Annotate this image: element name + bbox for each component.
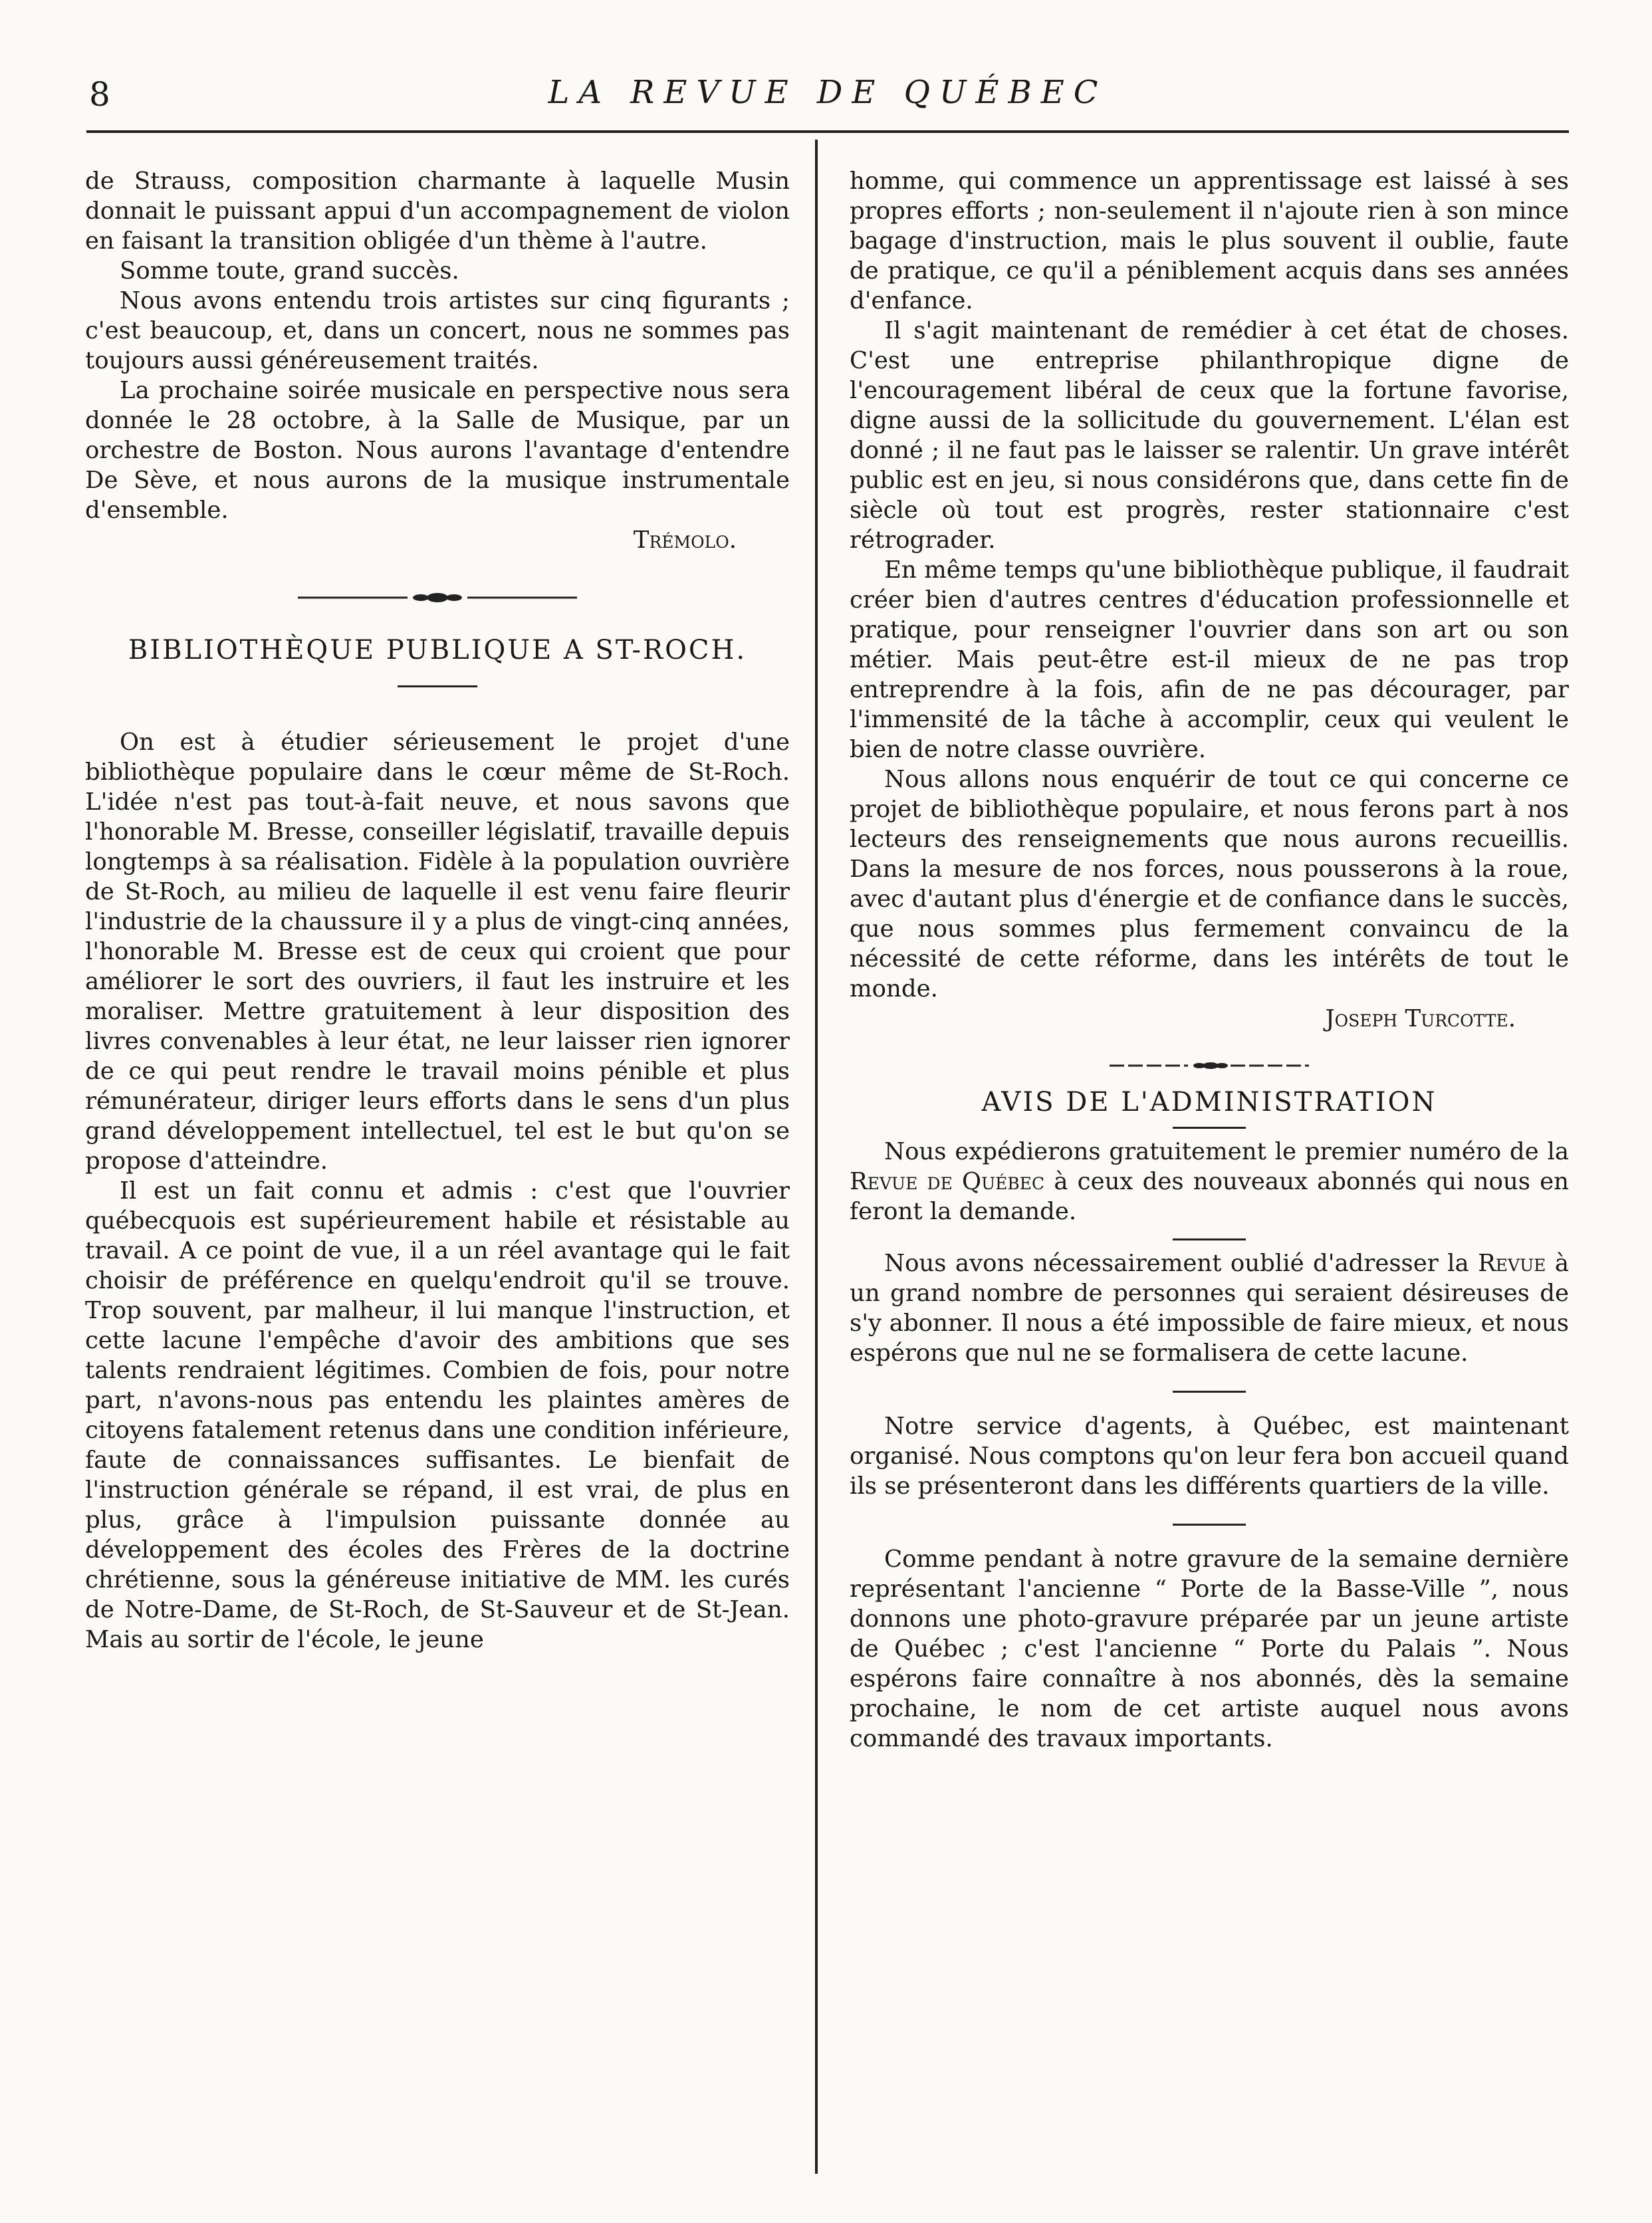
notice-1-revue: Revue de Québec (850, 1168, 1045, 1195)
article-paragraph-2: Il est un fait connu et admis : c'est que l'ouvrier québecquois est supérieurement habile et résistable au travail. A ce point de vue, il a un réel avantage qui le fait choisir de préférence en quelqu'endroit qu'il se trouve. Trop souvent, par malheur, il lui manque l'instruction, et cette lacune l'empêche d'avoir des ambitions que ses talents rendraient légitimes. Combien de fois, pour notre part, n'avons-nous pas entendu les plaintes amères de citoyens fatalement retenus dans une condition inférieure, faute de connaissances suffisantes. Le bienfait de l'instruction générale se répand, il est vrai, de plus en plus, grâce à l'impulsion puissante donnée au développement des écoles des Frères de la doctrine chrétienne, sous la généreuse initiative de MM. les curés de Notre-Dame, de St-Roch, de St-Sauveur et de St-Jean. Mais au sortir de l'école, le jeune (85, 1177, 790, 1653)
running-title: LA REVUE DE QUÉBEC (548, 74, 1108, 111)
avis-rule (1173, 1127, 1246, 1129)
avis-title: AVIS DE L'ADMINISTRATION (981, 1087, 1437, 1117)
article-paragraph-4: Il s'agit maintenant de remédier à cet état de choses. C'est une entreprise philanthropique digne de l'encouragement libéral de ceux que la fortune favorise, digne aussi de la sollicitude du gouvernement. L'élan est donné ; il ne faut pas le laisser se ralentir. Un grave intérêt public est en jeu, si nous considérons que, dans cette fin de siècle où tout est progrès, rester stationnaire c'est rétrograder. (850, 317, 1569, 554)
page-header (86, 70, 1569, 116)
notice-4: Comme pendant à notre gravure de la semaine dernière représentant l'ancienne “ Porte de la Basse-Ville ”, nous donnons une photo-gravure préparée par un jeune artiste de Québec ; c'est l'ancienne “ Porte du Palais ”. Nous espérons faire connaître à nos abonnés, dès la semaine prochaine, le nom de cet artiste auquel nous avons commandé des travaux importants. (850, 1546, 1569, 1752)
notice-2-text-b: à un grand nombre de personnes qui seraient désireuses de s'y abonner. Il nous a été impossible de faire mieux, et nous espérons que nul ne se formalisera de cette lacune. (850, 1250, 1570, 1367)
notice-rule-1 (1173, 1238, 1246, 1240)
ornament-divider-2 (850, 1048, 1569, 1078)
notice-1-text-b: à ceux des nouveaux abonnés qui nous en feront la demande. (850, 1168, 1570, 1225)
article-paragraph-6: Nous allons nous enquérir de tout ce qui concerne ce projet de bibliothèque populaire, et nous ferons part à nos lecteurs des renseignements que nous aurons recueillis. Dans la mesure de nos forces, nous pousserons à la roue, avec d'autant plus d'énergie et de confiance dans le succès, que nous sommes plus fermement convaincu de la nécessité de cette réforme, dans les intérêts de tout le monde. (850, 766, 1569, 1002)
article-paragraph-5: En même temps qu'une bibliothèque publique, il faudrait créer bien d'autres centres d'éducation professionnelle et pratique, pour renseigner l'ouvrier dans son art ou son métier. Mais peut-être est-il mieux de ne pas trop entreprendre à la fois, afin de ne pas décourager, par l'immensité de la tâche à accomplir, ceux qui veulent le bien de notre classe ouvrière. (850, 556, 1569, 763)
ornament-divider (85, 582, 790, 612)
header-rule (86, 130, 1569, 133)
notice-3: Notre service d'agents, à Québec, est maintenant organisé. Nous comptons qu'on leur fera bon accueil quand ils se présenteront dans les différents quartiers de la ville. (850, 1413, 1569, 1500)
column-divider (815, 140, 818, 2174)
notice-rule-2 (1173, 1391, 1246, 1393)
notice-1-text-a: Nous expédierons gratuitement le premier numéro de la (884, 1138, 1569, 1165)
notice-2 (850, 1248, 1569, 1368)
right-column (850, 166, 1569, 1754)
left-column (85, 166, 790, 1655)
article-paragraph-1: On est à étudier sérieusement le projet d'une bibliothèque populaire dans le cœur même de St-Roch. L'idée n'est pas tout-à-fait neuve, et nous savons que l'honorable M. Bresse, conseiller législatif, travaille depuis longtemps à sa réalisation. Fidèle à la population ouvrière de St-Roch, au milieu de laquelle il est venu faire fleurir l'industrie de la chaussure il y a plus de vingt-cinq années, l'honorable M. Bresse est de ceux qui croient que pour améliorer le sort des ouvriers, il faut les instruire et les moraliser. Mettre gratuitement à leur disposition des livres convenables à leur état, ne leur laisser rien ignorer de ce qui peut rendre le travail moins pénible et plus rémunérateur, diriger leurs efforts dans le sens d'un plus grand développement intellectuel, tel est le but qu'on se propose d'atteindre. (85, 729, 790, 1175)
notice-1 (850, 1137, 1569, 1227)
signature-turcotte: Joseph Turcotte. (1325, 1005, 1516, 1032)
notice-2-text-a: Nous avons nécessairement oublié d'adresser la (884, 1250, 1478, 1277)
concert-paragraph-3: Nous avons entendu trois artistes sur cinq figurants ; c'est beaucoup, et, dans un concert, nous ne sommes pas toujours aussi généreusement traités. (85, 287, 790, 374)
signature-tremolo: Trémolo. (633, 526, 737, 554)
notice-rule-3 (1173, 1524, 1246, 1526)
page-number: 8 (89, 75, 110, 114)
article-paragraph-3: homme, qui commence un apprentissage est laissé à ses propres efforts ; non-seulement il n'ajoute rien à son mince bagage d'instruction, mais le plus souvent il oublie, faute de pratique, ce qu'il a péniblement acquis dans ses années d'enfance. (850, 168, 1569, 314)
concert-paragraph-2: Somme toute, grand succès. (120, 257, 459, 285)
article-title: BIBLIOTHÈQUE PUBLIQUE A ST-ROCH. (128, 635, 747, 665)
concert-paragraph-1: de Strauss, composition charmante à laquelle Musin donnait le puissant appui d'un accompagnement de violon en faisant la transition obligée d'un thème à l'autre. (85, 168, 790, 255)
concert-paragraph-4: La prochaine soirée musicale en perspective nous sera donnée le 28 octobre, à la Salle de Musique, par un orchestre de Boston. Nous aurons l'avantage d'entendre De Sève, et nous aurons de la musique instrumentale d'ensemble. (85, 377, 790, 524)
notice-2-revue: Revue (1478, 1250, 1546, 1277)
